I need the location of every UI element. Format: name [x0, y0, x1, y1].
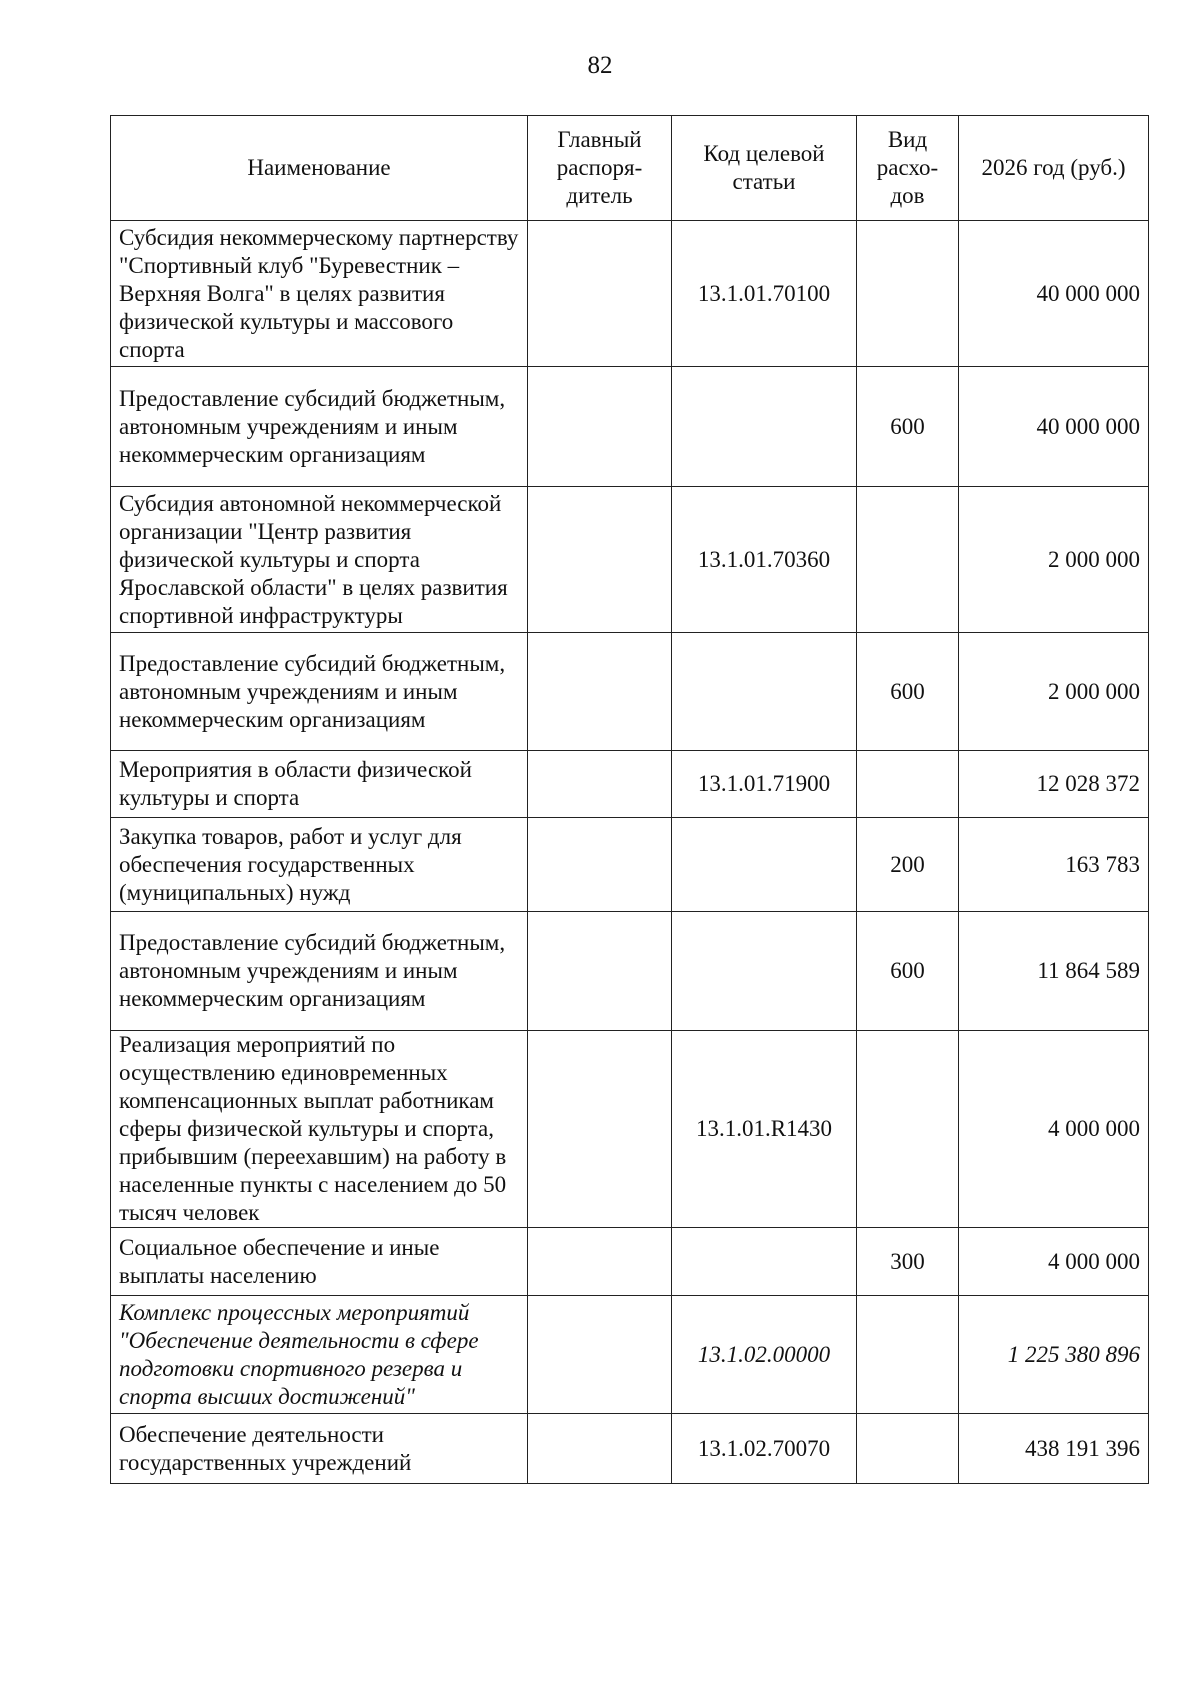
table-row — [111, 751, 1149, 818]
row-code — [672, 912, 857, 1031]
table-row — [111, 487, 1149, 633]
row-amount: 4 000 000 — [959, 1228, 1149, 1296]
header-target-code: Код целевой статьи — [672, 116, 857, 221]
header-main-manager: Главный распоря- дитель — [528, 116, 672, 221]
table-row — [111, 633, 1149, 751]
row-name: Социальное обеспечение и иные выплаты населению — [111, 1228, 528, 1296]
row-amount: 40 000 000 — [959, 367, 1149, 487]
budget-table — [110, 115, 1149, 1484]
row-main-manager — [528, 818, 672, 912]
table-header-row — [111, 116, 1149, 221]
row-code — [672, 367, 857, 487]
row-main-manager — [528, 633, 672, 751]
row-main-manager — [528, 367, 672, 487]
table-row — [111, 1031, 1149, 1228]
row-amount: 2 000 000 — [959, 487, 1149, 633]
row-code: 13.1.01.70360 — [672, 487, 857, 633]
row-name: Закупка товаров, работ и услуг для обеспечения государственных (муниципальных) нужд — [111, 818, 528, 912]
row-code: 13.1.01.70100 — [672, 221, 857, 367]
row-main-manager — [528, 1031, 672, 1228]
row-code — [672, 1228, 857, 1296]
row-code: 13.1.01.R1430 — [672, 1031, 857, 1228]
row-main-manager — [528, 221, 672, 367]
row-expense-type: 600 — [857, 912, 959, 1031]
row-main-manager — [528, 1414, 672, 1484]
row-amount: 12 028 372 — [959, 751, 1149, 818]
row-name: Предоставление субсидий бюджетным, автономным учреждениям и иным некоммерческим организациям — [111, 367, 528, 487]
row-name: Предоставление субсидий бюджетным, автономным учреждениям и иным некоммерческим организациям — [111, 633, 528, 751]
row-main-manager — [528, 751, 672, 818]
table-row — [111, 818, 1149, 912]
row-code — [672, 633, 857, 751]
table-row — [111, 1414, 1149, 1484]
header-name: Наименование — [111, 116, 528, 221]
table-row — [111, 367, 1149, 487]
row-amount: 11 864 589 — [959, 912, 1149, 1031]
row-expense-type — [857, 751, 959, 818]
row-expense-type: 600 — [857, 367, 959, 487]
row-code: 13.1.02.70070 — [672, 1414, 857, 1484]
row-expense-type: 300 — [857, 1228, 959, 1296]
table-row — [111, 912, 1149, 1031]
row-expense-type — [857, 487, 959, 633]
table-row — [111, 1296, 1149, 1414]
row-expense-type: 600 — [857, 633, 959, 751]
row-main-manager — [528, 1228, 672, 1296]
row-amount: 4 000 000 — [959, 1031, 1149, 1228]
row-amount: 40 000 000 — [959, 221, 1149, 367]
page-number: 82 — [587, 52, 613, 79]
row-amount: 163 783 — [959, 818, 1149, 912]
row-expense-type — [857, 1414, 959, 1484]
row-amount: 1 225 380 896 — [959, 1296, 1149, 1414]
row-expense-type — [857, 221, 959, 367]
row-amount: 438 191 396 — [959, 1414, 1149, 1484]
row-expense-type — [857, 1031, 959, 1228]
row-name: Мероприятия в области физической культуры и спорта — [111, 751, 528, 818]
header-amount: 2026 год (руб.) — [959, 116, 1149, 221]
row-name: Реализация мероприятий по осуществлению единовременных компенсационных выплат работникам сферы физической культуры и спорта, прибывшим (переехавшим) на работу в населенные пункты с населением до 50 тысяч человек — [111, 1031, 528, 1228]
row-name: Предоставление субсидий бюджетным, автономным учреждениям и иным некоммерческим организациям — [111, 912, 528, 1031]
row-code: 13.1.02.00000 — [672, 1296, 857, 1414]
row-main-manager — [528, 1296, 672, 1414]
row-main-manager — [528, 487, 672, 633]
row-main-manager — [528, 912, 672, 1031]
row-expense-type — [857, 1296, 959, 1414]
row-expense-type: 200 — [857, 818, 959, 912]
row-name: Субсидия некоммерческому партнерству "Спортивный клуб "Буревестник – Верхняя Волга" в целях развития физической культуры и массового спорта — [111, 221, 528, 367]
row-name: Комплекс процессных мероприятий "Обеспечение деятельности в сфере подготовки спортивного резерва и спорта высших достижений" — [111, 1296, 528, 1414]
row-name: Обеспечение деятельности государственных учреждений — [111, 1414, 528, 1484]
row-amount: 2 000 000 — [959, 633, 1149, 751]
row-name: Субсидия автономной некоммерческой организации "Центр развития физической культуры и спорта Ярославской области" в целях развития спортивной инфраструктуры — [111, 487, 528, 633]
table-row — [111, 1228, 1149, 1296]
row-code — [672, 818, 857, 912]
row-code: 13.1.01.71900 — [672, 751, 857, 818]
table-row — [111, 221, 1149, 367]
header-expense-type: Вид расхо- дов — [857, 116, 959, 221]
